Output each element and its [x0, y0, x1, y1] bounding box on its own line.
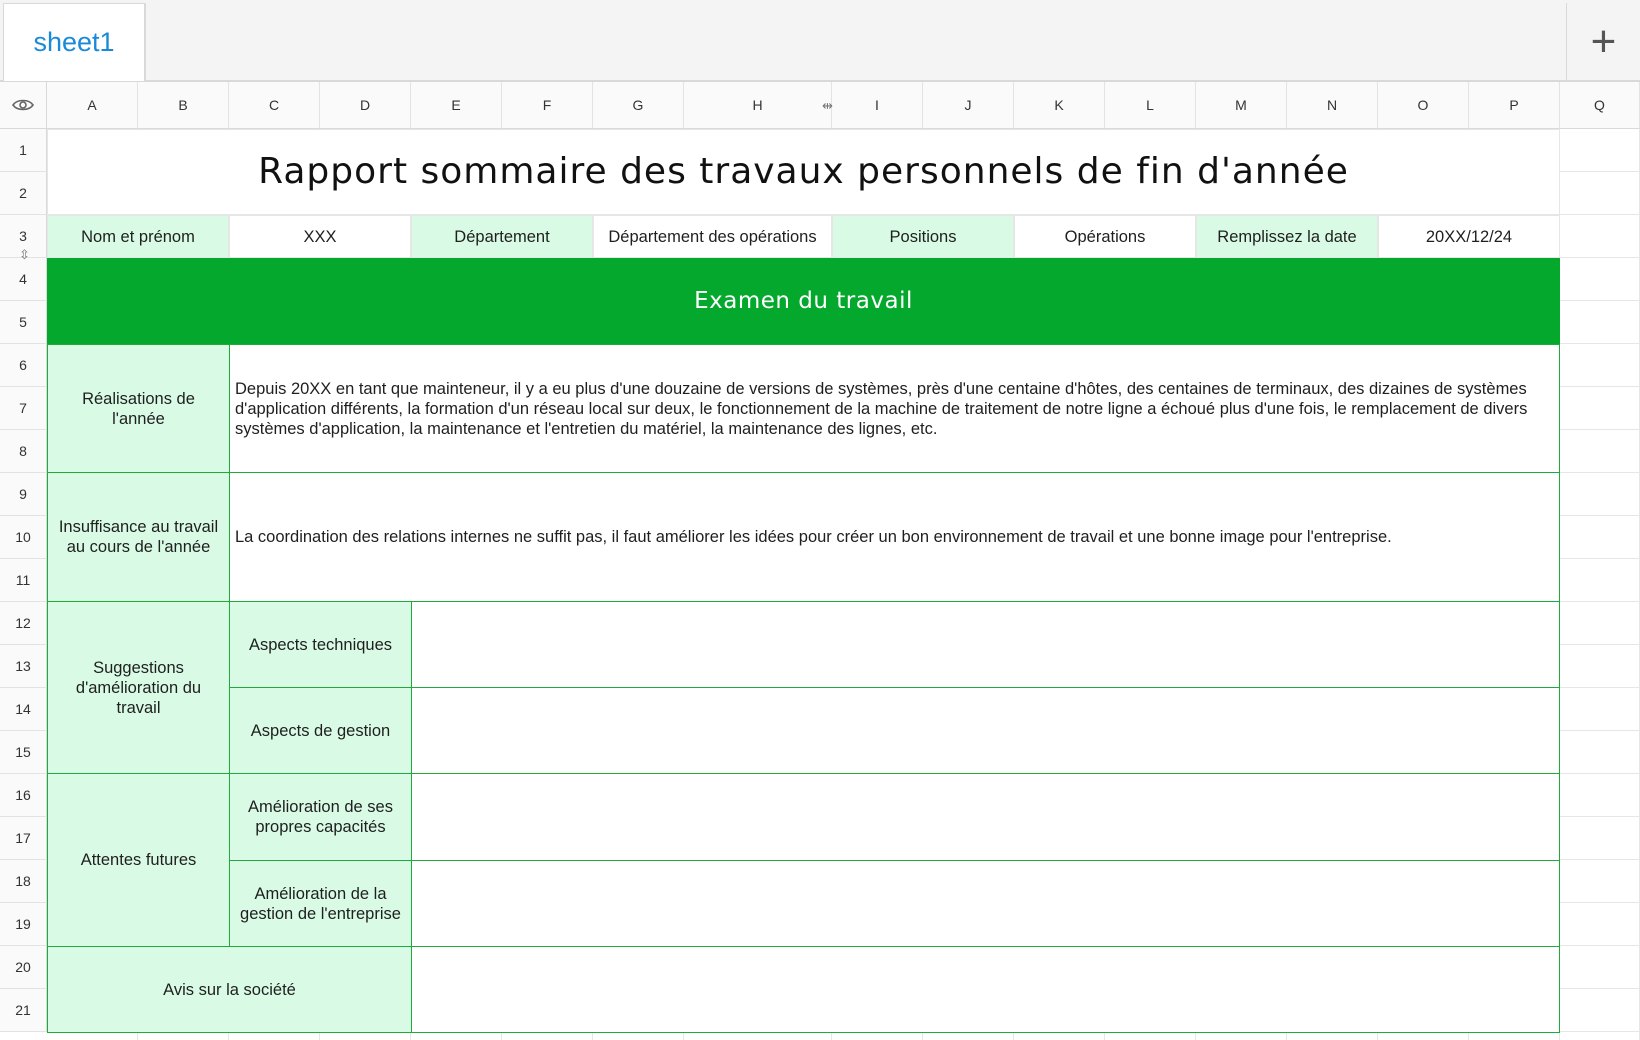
- column-header-a[interactable]: A: [47, 82, 138, 129]
- row-header-21[interactable]: 21: [0, 989, 47, 1032]
- management-input[interactable]: [411, 687, 1560, 774]
- management-label: Aspects de gestion: [229, 687, 412, 774]
- sheet-tab-bar: [0, 0, 1640, 82]
- own-capacity-label: Amélioration de ses propres capacités: [229, 773, 412, 861]
- header-corner[interactable]: [0, 82, 47, 129]
- expectations-label: Attentes futures: [47, 773, 230, 947]
- column-header-c[interactable]: C: [229, 82, 320, 129]
- sheet-tab-sheet1[interactable]: sheet1: [3, 3, 145, 81]
- row-header-8[interactable]: 8: [0, 430, 47, 473]
- column-header-o[interactable]: O: [1378, 82, 1469, 129]
- achievements-label: Réalisations de l'année: [47, 344, 230, 473]
- add-sheet-button[interactable]: [1566, 3, 1640, 81]
- date-value[interactable]: 20XX/12/24: [1378, 215, 1560, 258]
- column-header-q[interactable]: Q: [1560, 82, 1640, 129]
- achievements-text[interactable]: Depuis 20XX en tant que mainteneur, il y a eu plus d'une douzaine de versions de systèmes, près d'une centaine d'hôtes, des centaines de terminaux, des dizaines de systèmes d'application différents, la formation d'un réseau local sur deux, le fonctionnement de la machine de traitement de notre ligne a échoué plus d'une fois, le remplacement de divers systèmes d'application, la maintenance et l'entretien du matériel, la maintenance des lignes, etc.: [229, 344, 1560, 473]
- row-header-12[interactable]: 12: [0, 602, 47, 645]
- company-management-label: Amélioration de la gestion de l'entreprise: [229, 860, 412, 947]
- column-header-l[interactable]: L: [1105, 82, 1196, 129]
- row-header-1[interactable]: 1: [0, 129, 47, 172]
- row-header-19[interactable]: 19: [0, 903, 47, 946]
- section-banner: Examen du travail: [47, 258, 1560, 344]
- department-label: Département: [411, 215, 593, 258]
- name-value[interactable]: XXX: [229, 215, 411, 258]
- column-header-p[interactable]: P: [1469, 82, 1560, 129]
- column-header-e[interactable]: E: [411, 82, 502, 129]
- department-value[interactable]: Département des opérations: [593, 215, 832, 258]
- opinion-label: Avis sur la société: [47, 946, 412, 1033]
- row-header-15[interactable]: 15: [0, 731, 47, 774]
- plus-icon: +: [1590, 17, 1617, 66]
- column-header-b[interactable]: B: [138, 82, 229, 129]
- eye-icon: [12, 98, 34, 112]
- column-resize-icon[interactable]: ⇹: [822, 98, 833, 113]
- column-header-k[interactable]: K: [1014, 82, 1105, 129]
- opinion-input[interactable]: [411, 946, 1560, 1033]
- spreadsheet-grid[interactable]: [0, 82, 1640, 1040]
- column-header-g[interactable]: G: [593, 82, 684, 129]
- row-header-3[interactable]: 3: [0, 215, 47, 258]
- shortcomings-label: Insuffisance au travail au cours de l'année: [47, 472, 230, 602]
- row-header-5[interactable]: 5: [0, 301, 47, 344]
- row-header-7[interactable]: 7: [0, 387, 47, 430]
- row-header-17[interactable]: 17: [0, 817, 47, 860]
- position-label: Positions: [832, 215, 1014, 258]
- suggestions-label: Suggestions d'amélioration du travail: [47, 601, 230, 774]
- row-header-2[interactable]: 2: [0, 172, 47, 215]
- shortcomings-text[interactable]: La coordination des relations internes ne suffit pas, il faut améliorer les idées pour créer un bon environnement de travail et une bonne image pour l'entreprise.: [229, 472, 1560, 602]
- row-header-6[interactable]: 6: [0, 344, 47, 387]
- row-header-4[interactable]: 4: [0, 258, 47, 301]
- column-header-f[interactable]: F: [502, 82, 593, 129]
- tab-divider: [145, 3, 146, 81]
- report-title: Rapport sommaire des travaux personnels de fin d'année: [47, 129, 1560, 215]
- row-resize-icon[interactable]: ⇳: [19, 247, 30, 262]
- date-label: Remplissez la date: [1196, 215, 1378, 258]
- row-header-18[interactable]: 18: [0, 860, 47, 903]
- company-management-input[interactable]: [411, 860, 1560, 947]
- position-value[interactable]: Opérations: [1014, 215, 1196, 258]
- row-header-20[interactable]: 20: [0, 946, 47, 989]
- own-capacity-input[interactable]: [411, 773, 1560, 861]
- column-header-i[interactable]: I: [832, 82, 923, 129]
- technical-input[interactable]: [411, 601, 1560, 688]
- column-header-d[interactable]: D: [320, 82, 411, 129]
- column-header-j[interactable]: J: [923, 82, 1014, 129]
- row-header-10[interactable]: 10: [0, 516, 47, 559]
- row-header-11[interactable]: 11: [0, 559, 47, 602]
- column-header-m[interactable]: M: [1196, 82, 1287, 129]
- technical-label: Aspects techniques: [229, 601, 412, 688]
- column-header-n[interactable]: N: [1287, 82, 1378, 129]
- column-header-h[interactable]: H: [684, 82, 832, 129]
- row-header-13[interactable]: 13: [0, 645, 47, 688]
- row-header-9[interactable]: 9: [0, 473, 47, 516]
- row-header-14[interactable]: 14: [0, 688, 47, 731]
- name-label: Nom et prénom: [47, 215, 229, 258]
- row-header-16[interactable]: 16: [0, 774, 47, 817]
